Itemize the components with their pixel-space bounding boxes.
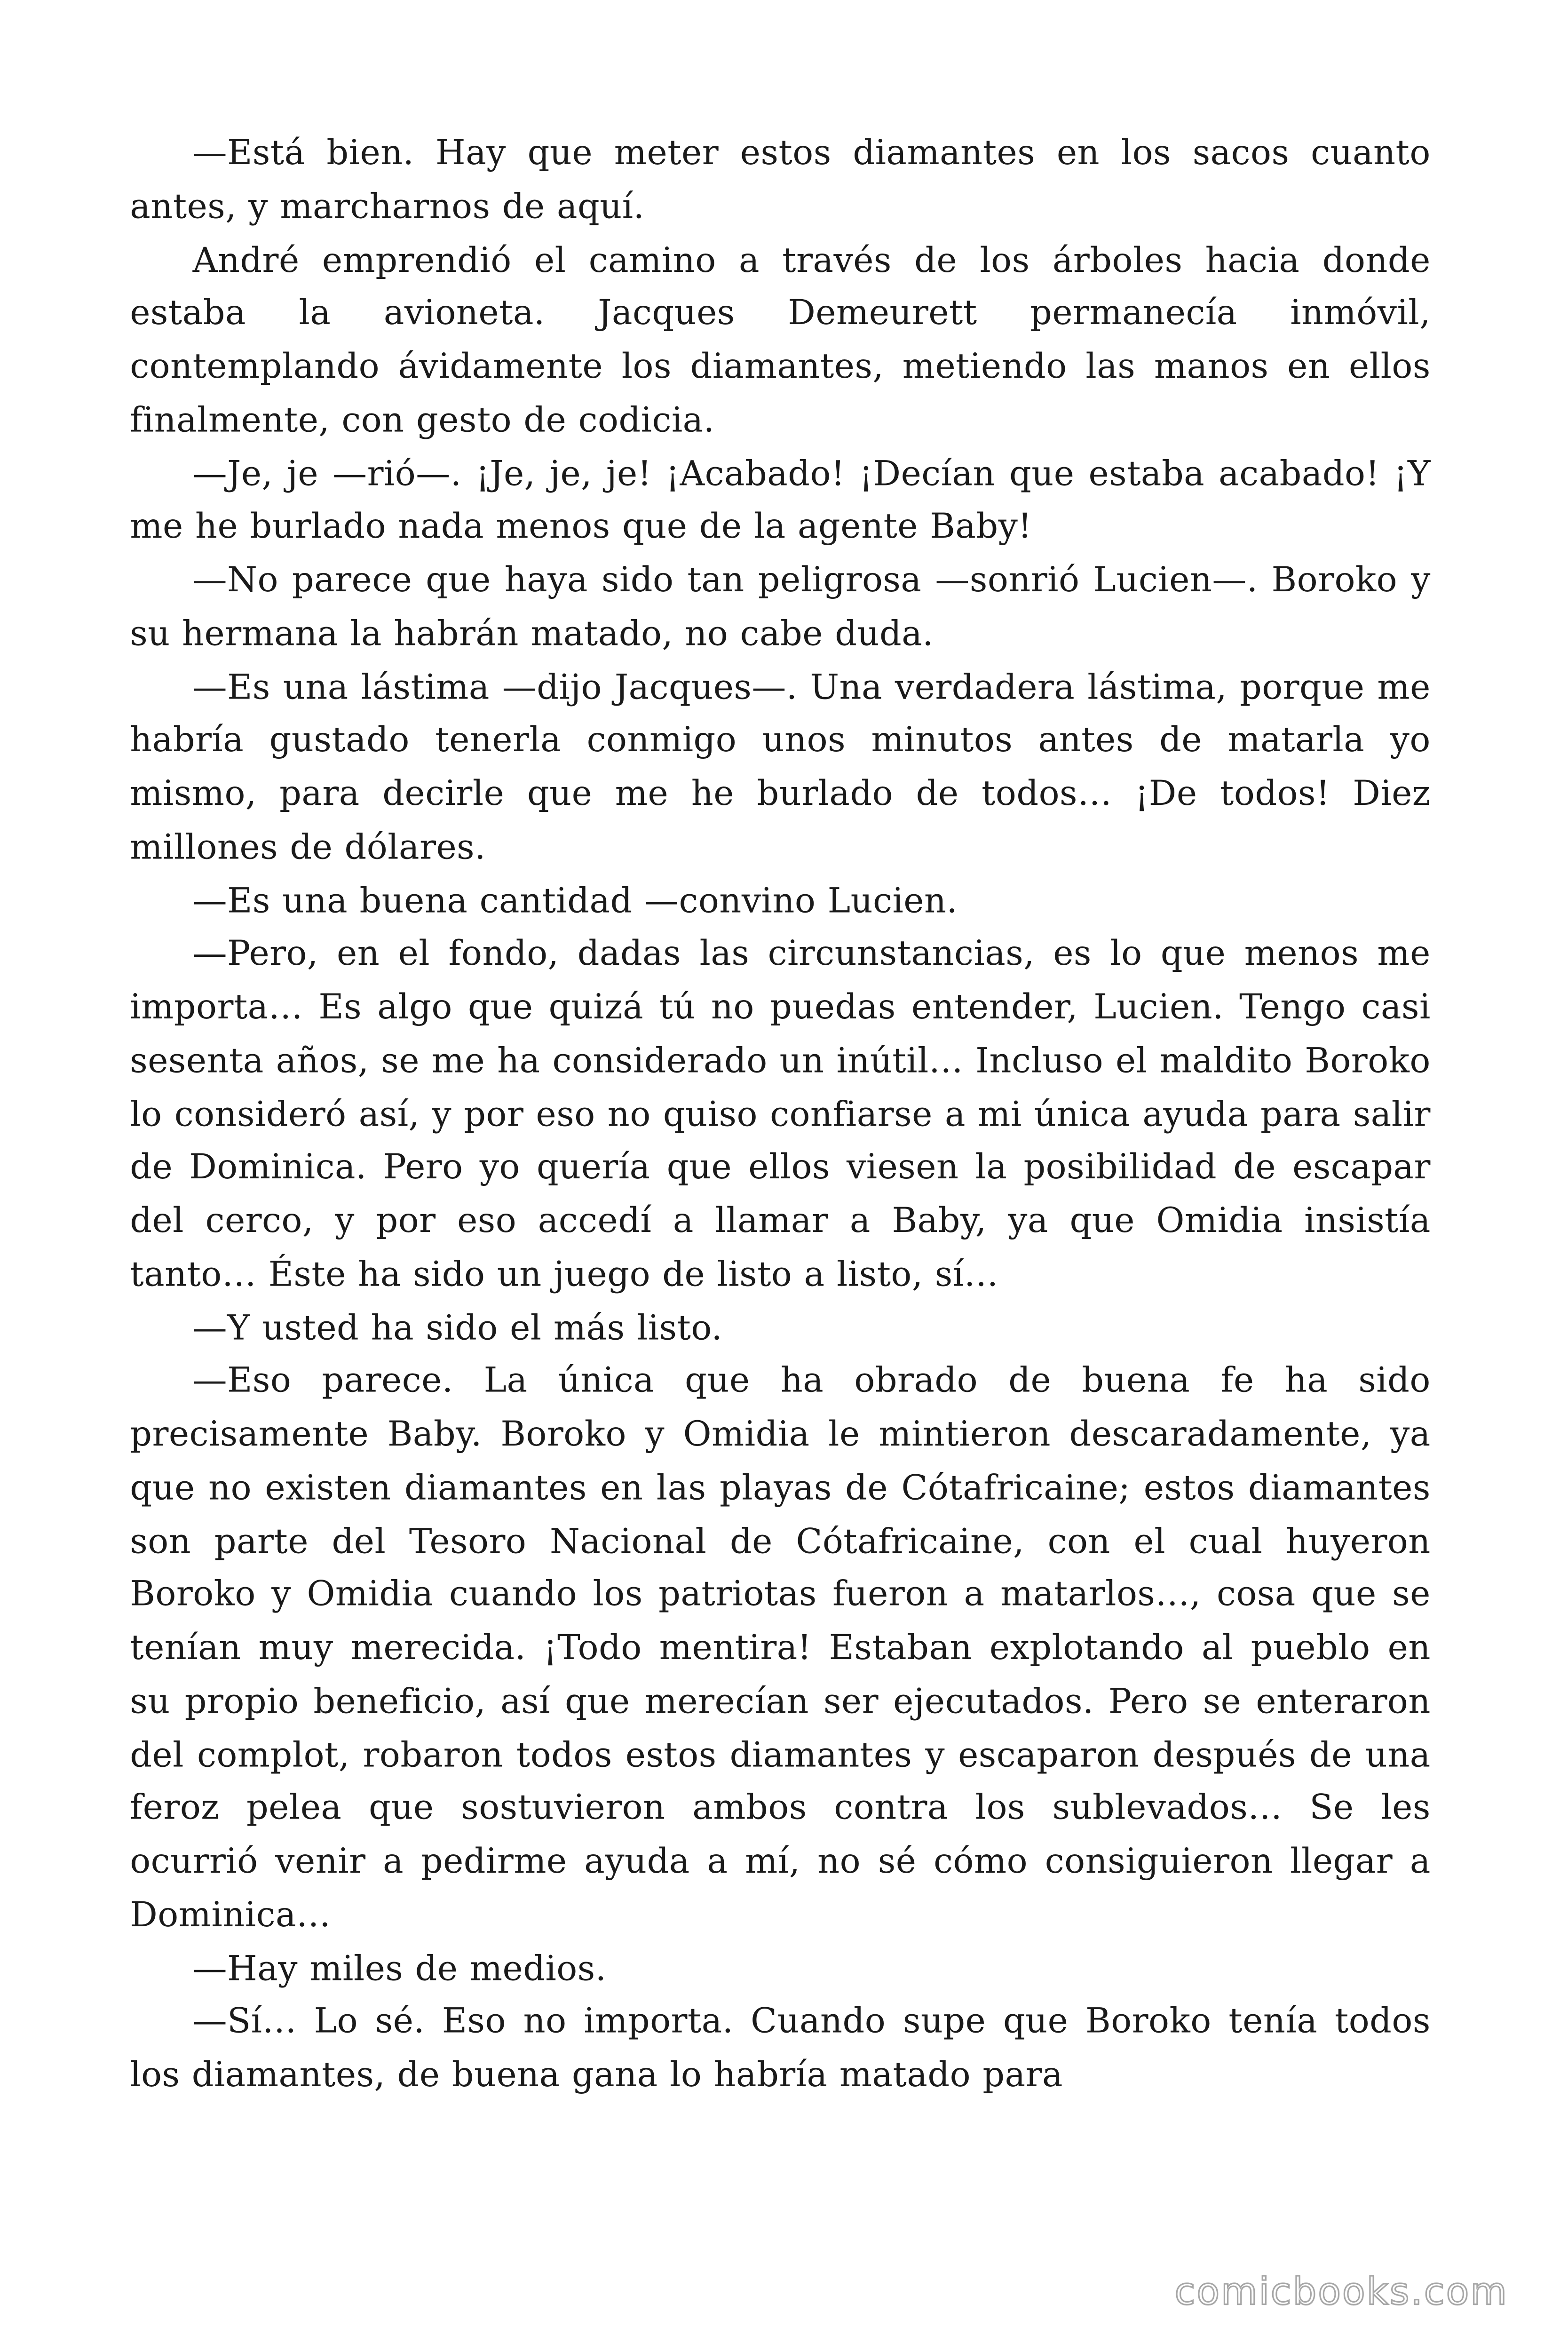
paragraph: —Hay miles de medios. — [192, 1949, 607, 1988]
paragraph: —Eso parece. La única que ha obrado de buena fe ha sido precisamente Baby. Boroko y Omidia le mintieron descaradamente, ya que no existen diamantes en las playas de Cótafricaine; estos diamantes son parte del Tesoro Nacional de Cótafricaine, con el cual huyeron Boroko y Omidia cuando los patriotas fueron a matarlos…, cosa que se tenían muy merecida. ¡Todo mentira! Estaban explotando al pueblo en su propio beneficio, así que merecían ser ejecutados. Pero se enteraron del complot, robaron todos estos diamantes y escaparon después de una feroz pelea que sostuvieron ambos contra los sublevados… Se les ocurrió venir a pedirme ayuda a mí, no sé cómo consiguieron llegar a Dominica… — [130, 1362, 1431, 1935]
paragraph: —Je, je —rió—. ¡Je, je, je! ¡Acabado! ¡Decían que estaba acabado! ¡Y me he burlado nada menos que de la agente Baby! — [130, 454, 1431, 547]
paragraph: André emprendió el camino a través de los árboles hacia donde estaba la avioneta. Jacques Demeurett permanecía inmóvil, contemplando ávidamente los diamantes, metiendo las manos en ellos finalmente, con gesto de codicia. — [130, 241, 1431, 440]
paragraph: —Pero, en el fondo, dadas las circunstancias, es lo que menos me importa… Es algo que quizá tú no puedas entender, Lucien. Tengo casi sesenta años, se me ha considerado un inútil… Incluso el maldito Boroko lo consideró así, y por eso no quiso confiarse a mi única ayuda para salir de Dominica. Pero yo quería que ellos viesen la posibilidad de escapar del cerco, y por eso accedí a llamar a Baby, ya que Omidia insistía tanto… Éste ha sido un juego de listo a listo, sí… — [130, 935, 1431, 1295]
body-text — [130, 128, 1431, 2104]
paragraph: —No parece que haya sido tan peligrosa —sonrió Lucien—. Boroko y su hermana la habrán matado, no cabe duda. — [130, 561, 1431, 654]
paragraph: —Está bien. Hay que meter estos diamantes en los sacos cuanto antes, y marcharnos de aquí. — [130, 134, 1431, 227]
paragraph: —Es una lástima —dijo Jacques—. Una verdadera lástima, porque me habría gustado tenerla conmigo unos minutos antes de matarla yo mismo, para decirle que me he burlado de todos… ¡De todos! Diez millones de dólares. — [130, 668, 1431, 867]
paragraph: —Y usted ha sido el más listo. — [192, 1309, 723, 1348]
watermark: comicbooks.com — [1174, 2270, 1508, 2313]
paragraph: —Es una buena cantidad —convino Lucien. — [192, 882, 958, 921]
paragraph: —Sí… Lo sé. Eso no importa. Cuando supe que Boroko tenía todos los diamantes, de buena gana lo habría matado para — [130, 2002, 1431, 2095]
